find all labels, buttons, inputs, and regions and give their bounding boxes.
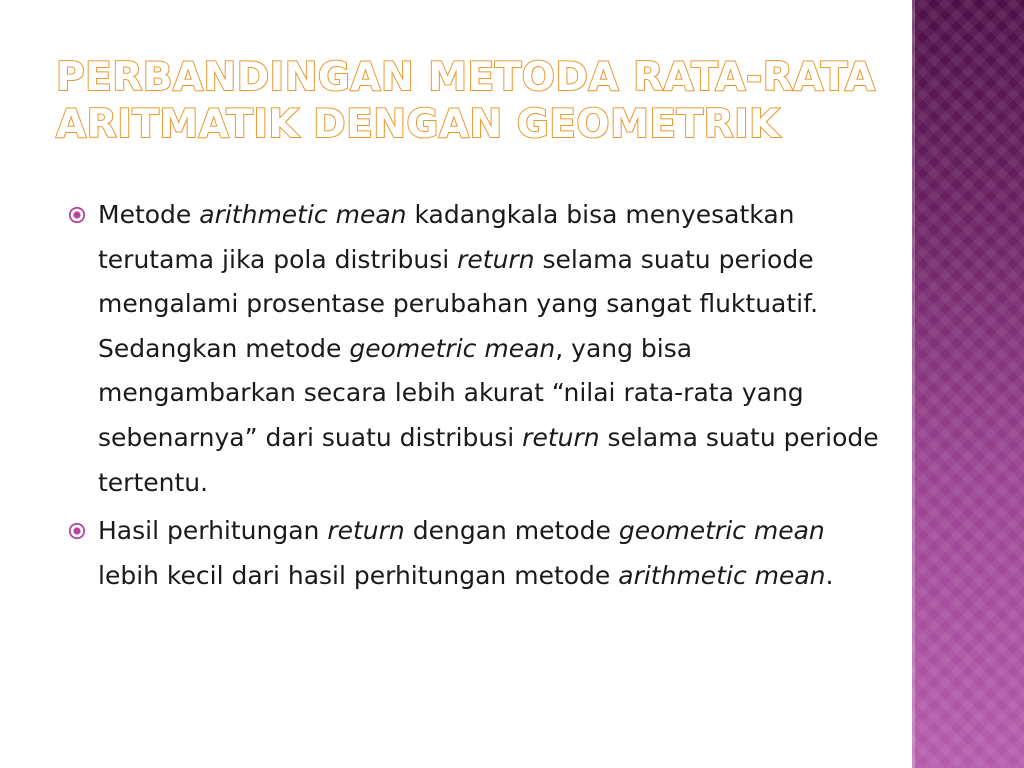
title-line-2: ARITMATIK DENGAN GEOMETRIK — [56, 102, 780, 148]
bullet-text-italic: return — [327, 516, 405, 546]
bullet-text: kadangkala bisa menyesatkan terutama jika pola distribusi — [98, 200, 795, 274]
bullet-text: , yang bisa mengambarkan secara lebih akurat “nilai rata-rata yang sebenarnya” dari suatu distribusi — [98, 333, 804, 452]
bullet-text: dengan metode — [404, 516, 619, 546]
bullet-text: Hasil perhitungan — [98, 516, 328, 546]
bullet-item — [68, 509, 888, 598]
bullet-text-italic: arithmetic mean — [618, 560, 826, 590]
bullet-item — [68, 193, 888, 505]
title-line-1: PERBANDINGAN METODA RATA-RATA — [56, 55, 876, 100]
bullet-text-italic: geometric mean — [349, 333, 556, 363]
bullet-text: Metode — [98, 200, 200, 229]
bullet-text: lebih kecil dari hasil perhitungan metode — [98, 560, 619, 590]
bullet-text: . — [825, 560, 834, 590]
slide-title — [56, 54, 896, 148]
decorative-side-panel — [912, 0, 1024, 768]
bullet-text: selama suatu periode mengalami prosentase perubahan yang sangat fluktuatif. Sedangkan metode — [98, 244, 819, 363]
bullet-list — [68, 193, 888, 602]
circled-dot-icon — [68, 206, 86, 224]
bullet-text-italic: geometric mean — [618, 516, 825, 546]
bullet-text-italic: return — [457, 244, 535, 274]
bullet-text-italic: return — [522, 422, 600, 452]
circled-dot-icon — [68, 522, 86, 540]
bullet-text-italic: arithmetic mean — [199, 200, 407, 229]
bullet-text: selama suatu periode tertentu. — [98, 422, 879, 497]
